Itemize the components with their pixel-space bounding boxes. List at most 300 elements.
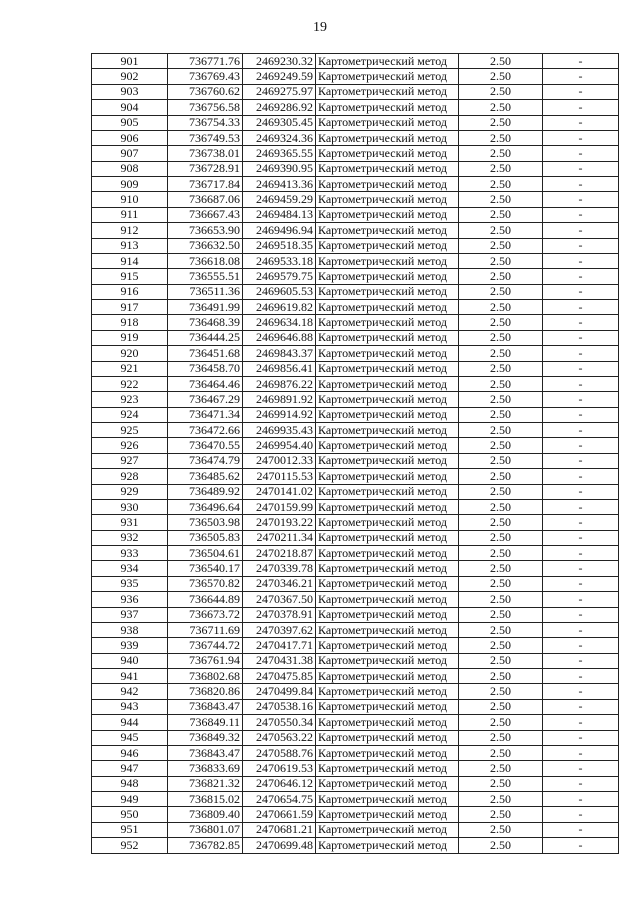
point-number-cell: 906: [92, 130, 168, 145]
method-cell: Картометрический метод: [316, 822, 459, 837]
y-coordinate-cell: 2470588.76: [243, 745, 316, 760]
note-cell: -: [543, 730, 619, 745]
method-cell: Картометрический метод: [316, 361, 459, 376]
x-coordinate-cell: 736491.99: [168, 300, 243, 315]
note-cell: -: [543, 69, 619, 84]
x-coordinate-cell: 736744.72: [168, 638, 243, 653]
y-coordinate-cell: 2469914.92: [243, 407, 316, 422]
note-cell: -: [543, 515, 619, 530]
method-cell: Картометрический метод: [316, 146, 459, 161]
note-cell: -: [543, 715, 619, 730]
point-number-cell: 921: [92, 361, 168, 376]
y-coordinate-cell: 2469646.88: [243, 330, 316, 345]
point-number-cell: 911: [92, 207, 168, 222]
point-number-cell: 948: [92, 776, 168, 791]
method-cell: Картометрический метод: [316, 407, 459, 422]
accuracy-cell: 2.50: [459, 253, 543, 268]
accuracy-cell: 2.50: [459, 223, 543, 238]
point-number-cell: 934: [92, 561, 168, 576]
page-number: 19: [313, 20, 327, 35]
x-coordinate-cell: 736809.40: [168, 807, 243, 822]
note-cell: -: [543, 453, 619, 468]
y-coordinate-cell: 2470681.21: [243, 822, 316, 837]
table-row: [92, 807, 619, 822]
x-coordinate-cell: 736485.62: [168, 469, 243, 484]
point-number-cell: 916: [92, 284, 168, 299]
point-number-cell: 901: [92, 54, 168, 69]
accuracy-cell: 2.50: [459, 346, 543, 361]
accuracy-cell: 2.50: [459, 653, 543, 668]
note-cell: -: [543, 284, 619, 299]
method-cell: Картометрический метод: [316, 546, 459, 561]
table-row: [92, 546, 619, 561]
note-cell: -: [543, 376, 619, 391]
accuracy-cell: 2.50: [459, 499, 543, 514]
method-cell: Картометрический метод: [316, 376, 459, 391]
table-row: [92, 253, 619, 268]
method-cell: Картометрический метод: [316, 607, 459, 622]
method-cell: Картометрический метод: [316, 699, 459, 714]
table-row: [92, 669, 619, 684]
table-row: [92, 453, 619, 468]
accuracy-cell: 2.50: [459, 546, 543, 561]
table-row: [92, 469, 619, 484]
x-coordinate-cell: 736467.29: [168, 392, 243, 407]
note-cell: -: [543, 669, 619, 684]
table-row: [92, 745, 619, 760]
note-cell: -: [543, 576, 619, 591]
table-row: [92, 284, 619, 299]
y-coordinate-cell: 2470193.22: [243, 515, 316, 530]
accuracy-cell: 2.50: [459, 699, 543, 714]
accuracy-cell: 2.50: [459, 84, 543, 99]
table-row: [92, 653, 619, 668]
y-coordinate-cell: 2470619.53: [243, 761, 316, 776]
point-number-cell: 912: [92, 223, 168, 238]
point-number-cell: 919: [92, 330, 168, 345]
note-cell: -: [543, 561, 619, 576]
note-cell: -: [543, 745, 619, 760]
accuracy-cell: 2.50: [459, 330, 543, 345]
note-cell: -: [543, 84, 619, 99]
accuracy-cell: 2.50: [459, 69, 543, 84]
note-cell: -: [543, 484, 619, 499]
y-coordinate-cell: 2469286.92: [243, 100, 316, 115]
y-coordinate-cell: 2469390.95: [243, 161, 316, 176]
table-row: [92, 715, 619, 730]
method-cell: Картометрический метод: [316, 469, 459, 484]
y-coordinate-cell: 2470346.21: [243, 576, 316, 591]
note-cell: -: [543, 192, 619, 207]
accuracy-cell: 2.50: [459, 730, 543, 745]
y-coordinate-cell: 2470499.84: [243, 684, 316, 699]
accuracy-cell: 2.50: [459, 207, 543, 222]
method-cell: Картометрический метод: [316, 54, 459, 69]
note-cell: -: [543, 423, 619, 438]
point-number-cell: 946: [92, 745, 168, 760]
point-number-cell: 940: [92, 653, 168, 668]
accuracy-cell: 2.50: [459, 361, 543, 376]
method-cell: Картометрический метод: [316, 207, 459, 222]
accuracy-cell: 2.50: [459, 438, 543, 453]
y-coordinate-cell: 2469518.35: [243, 238, 316, 253]
x-coordinate-cell: 736761.94: [168, 653, 243, 668]
table-row: [92, 300, 619, 315]
point-number-cell: 933: [92, 546, 168, 561]
table-row: [92, 792, 619, 807]
x-coordinate-cell: 736632.50: [168, 238, 243, 253]
point-number-cell: 924: [92, 407, 168, 422]
accuracy-cell: 2.50: [459, 453, 543, 468]
accuracy-cell: 2.50: [459, 423, 543, 438]
y-coordinate-cell: 2469605.53: [243, 284, 316, 299]
method-cell: Картометрический метод: [316, 792, 459, 807]
method-cell: Картометрический метод: [316, 715, 459, 730]
method-cell: Картометрический метод: [316, 177, 459, 192]
x-coordinate-cell: 736820.86: [168, 684, 243, 699]
y-coordinate-cell: 2470211.34: [243, 530, 316, 545]
note-cell: -: [543, 177, 619, 192]
note-cell: -: [543, 792, 619, 807]
table-row: [92, 484, 619, 499]
method-cell: Картометрический метод: [316, 592, 459, 607]
method-cell: Картометрический метод: [316, 300, 459, 315]
table-row: [92, 146, 619, 161]
y-coordinate-cell: 2469619.82: [243, 300, 316, 315]
y-coordinate-cell: 2470115.53: [243, 469, 316, 484]
point-number-cell: 951: [92, 822, 168, 837]
accuracy-cell: 2.50: [459, 392, 543, 407]
accuracy-cell: 2.50: [459, 115, 543, 130]
table-row: [92, 69, 619, 84]
x-coordinate-cell: 736756.58: [168, 100, 243, 115]
y-coordinate-cell: 2469275.97: [243, 84, 316, 99]
y-coordinate-cell: 2470378.91: [243, 607, 316, 622]
note-cell: -: [543, 622, 619, 637]
table-row: [92, 361, 619, 376]
x-coordinate-cell: 736570.82: [168, 576, 243, 591]
method-cell: Картометрический метод: [316, 192, 459, 207]
accuracy-cell: 2.50: [459, 684, 543, 699]
accuracy-cell: 2.50: [459, 515, 543, 530]
note-cell: -: [543, 407, 619, 422]
y-coordinate-cell: 2469579.75: [243, 269, 316, 284]
x-coordinate-cell: 736738.01: [168, 146, 243, 161]
table-row: [92, 54, 619, 69]
point-number-cell: 918: [92, 315, 168, 330]
point-number-cell: 945: [92, 730, 168, 745]
accuracy-cell: 2.50: [459, 469, 543, 484]
x-coordinate-cell: 736503.98: [168, 515, 243, 530]
point-number-cell: 914: [92, 253, 168, 268]
note-cell: -: [543, 269, 619, 284]
x-coordinate-cell: 736815.02: [168, 792, 243, 807]
method-cell: Картометрический метод: [316, 284, 459, 299]
x-coordinate-cell: 736474.79: [168, 453, 243, 468]
x-coordinate-cell: 736749.53: [168, 130, 243, 145]
note-cell: -: [543, 207, 619, 222]
accuracy-cell: 2.50: [459, 761, 543, 776]
note-cell: -: [543, 330, 619, 345]
method-cell: Картометрический метод: [316, 484, 459, 499]
note-cell: -: [543, 54, 619, 69]
x-coordinate-cell: 736511.36: [168, 284, 243, 299]
accuracy-cell: 2.50: [459, 530, 543, 545]
method-cell: Картометрический метод: [316, 653, 459, 668]
table-row: [92, 684, 619, 699]
table-row: [92, 392, 619, 407]
table-row: [92, 761, 619, 776]
accuracy-cell: 2.50: [459, 822, 543, 837]
point-number-cell: 910: [92, 192, 168, 207]
x-coordinate-cell: 736540.17: [168, 561, 243, 576]
accuracy-cell: 2.50: [459, 100, 543, 115]
y-coordinate-cell: 2469413.36: [243, 177, 316, 192]
point-number-cell: 904: [92, 100, 168, 115]
note-cell: -: [543, 653, 619, 668]
accuracy-cell: 2.50: [459, 592, 543, 607]
y-coordinate-cell: 2469230.32: [243, 54, 316, 69]
y-coordinate-cell: 2469305.45: [243, 115, 316, 130]
table-row: [92, 776, 619, 791]
x-coordinate-cell: 736801.07: [168, 822, 243, 837]
table-row: [92, 822, 619, 837]
x-coordinate-cell: 736717.84: [168, 177, 243, 192]
y-coordinate-cell: 2470367.50: [243, 592, 316, 607]
note-cell: -: [543, 607, 619, 622]
y-coordinate-cell: 2470159.99: [243, 499, 316, 514]
point-number-cell: 907: [92, 146, 168, 161]
accuracy-cell: 2.50: [459, 315, 543, 330]
accuracy-cell: 2.50: [459, 177, 543, 192]
method-cell: Картометрический метод: [316, 530, 459, 545]
method-cell: Картометрический метод: [316, 669, 459, 684]
accuracy-cell: 2.50: [459, 284, 543, 299]
x-coordinate-cell: 736821.32: [168, 776, 243, 791]
method-cell: Картометрический метод: [316, 807, 459, 822]
y-coordinate-cell: 2470339.78: [243, 561, 316, 576]
accuracy-cell: 2.50: [459, 376, 543, 391]
method-cell: Картометрический метод: [316, 499, 459, 514]
table-row: [92, 838, 619, 853]
table-row: [92, 561, 619, 576]
note-cell: -: [543, 838, 619, 853]
method-cell: Картометрический метод: [316, 622, 459, 637]
point-number-cell: 926: [92, 438, 168, 453]
accuracy-cell: 2.50: [459, 745, 543, 760]
point-number-cell: 923: [92, 392, 168, 407]
accuracy-cell: 2.50: [459, 622, 543, 637]
accuracy-cell: 2.50: [459, 838, 543, 853]
method-cell: Картометрический метод: [316, 423, 459, 438]
note-cell: -: [543, 761, 619, 776]
y-coordinate-cell: 2469935.43: [243, 423, 316, 438]
note-cell: -: [543, 115, 619, 130]
method-cell: Картометрический метод: [316, 684, 459, 699]
y-coordinate-cell: 2469856.41: [243, 361, 316, 376]
note-cell: -: [543, 546, 619, 561]
y-coordinate-cell: 2469634.18: [243, 315, 316, 330]
accuracy-cell: 2.50: [459, 669, 543, 684]
x-coordinate-cell: 736471.34: [168, 407, 243, 422]
table-row: [92, 438, 619, 453]
method-cell: Картометрический метод: [316, 745, 459, 760]
table-row: [92, 346, 619, 361]
accuracy-cell: 2.50: [459, 776, 543, 791]
x-coordinate-cell: 736468.39: [168, 315, 243, 330]
table-row: [92, 607, 619, 622]
y-coordinate-cell: 2469365.55: [243, 146, 316, 161]
y-coordinate-cell: 2469249.59: [243, 69, 316, 84]
table-row: [92, 622, 619, 637]
x-coordinate-cell: 736555.51: [168, 269, 243, 284]
point-number-cell: 902: [92, 69, 168, 84]
table-row: [92, 330, 619, 345]
method-cell: Картометрический метод: [316, 238, 459, 253]
table-row: [92, 161, 619, 176]
coordinates-table-body: [92, 54, 619, 854]
y-coordinate-cell: 2469496.94: [243, 223, 316, 238]
y-coordinate-cell: 2470661.59: [243, 807, 316, 822]
x-coordinate-cell: 736644.89: [168, 592, 243, 607]
x-coordinate-cell: 736802.68: [168, 669, 243, 684]
method-cell: Картометрический метод: [316, 84, 459, 99]
accuracy-cell: 2.50: [459, 54, 543, 69]
method-cell: Картометрический метод: [316, 161, 459, 176]
method-cell: Картометрический метод: [316, 346, 459, 361]
accuracy-cell: 2.50: [459, 807, 543, 822]
x-coordinate-cell: 736711.69: [168, 622, 243, 637]
x-coordinate-cell: 736470.55: [168, 438, 243, 453]
point-number-cell: 927: [92, 453, 168, 468]
method-cell: Картометрический метод: [316, 115, 459, 130]
note-cell: -: [543, 315, 619, 330]
point-number-cell: 905: [92, 115, 168, 130]
table-row: [92, 223, 619, 238]
table-row: [92, 238, 619, 253]
x-coordinate-cell: 736618.08: [168, 253, 243, 268]
note-cell: -: [543, 300, 619, 315]
y-coordinate-cell: 2469954.40: [243, 438, 316, 453]
note-cell: -: [543, 592, 619, 607]
x-coordinate-cell: 736843.47: [168, 745, 243, 760]
point-number-cell: 929: [92, 484, 168, 499]
point-number-cell: 944: [92, 715, 168, 730]
accuracy-cell: 2.50: [459, 638, 543, 653]
method-cell: Картометрический метод: [316, 253, 459, 268]
note-cell: -: [543, 822, 619, 837]
x-coordinate-cell: 736771.76: [168, 54, 243, 69]
y-coordinate-cell: 2470218.87: [243, 546, 316, 561]
point-number-cell: 937: [92, 607, 168, 622]
y-coordinate-cell: 2470646.12: [243, 776, 316, 791]
note-cell: -: [543, 100, 619, 115]
method-cell: Картометрический метод: [316, 315, 459, 330]
method-cell: Картометрический метод: [316, 761, 459, 776]
x-coordinate-cell: 736505.83: [168, 530, 243, 545]
point-number-cell: 943: [92, 699, 168, 714]
point-number-cell: 928: [92, 469, 168, 484]
note-cell: -: [543, 807, 619, 822]
table-row: [92, 699, 619, 714]
x-coordinate-cell: 736769.43: [168, 69, 243, 84]
y-coordinate-cell: 2469459.29: [243, 192, 316, 207]
note-cell: -: [543, 346, 619, 361]
point-number-cell: 931: [92, 515, 168, 530]
y-coordinate-cell: 2470417.71: [243, 638, 316, 653]
accuracy-cell: 2.50: [459, 715, 543, 730]
table-row: [92, 115, 619, 130]
accuracy-cell: 2.50: [459, 561, 543, 576]
x-coordinate-cell: 736673.72: [168, 607, 243, 622]
y-coordinate-cell: 2470699.48: [243, 838, 316, 853]
point-number-cell: 920: [92, 346, 168, 361]
point-number-cell: 942: [92, 684, 168, 699]
note-cell: -: [543, 638, 619, 653]
x-coordinate-cell: 736843.47: [168, 699, 243, 714]
x-coordinate-cell: 736496.64: [168, 499, 243, 514]
point-number-cell: 941: [92, 669, 168, 684]
note-cell: -: [543, 146, 619, 161]
x-coordinate-cell: 736760.62: [168, 84, 243, 99]
x-coordinate-cell: 736489.92: [168, 484, 243, 499]
y-coordinate-cell: 2470397.62: [243, 622, 316, 637]
point-number-cell: 915: [92, 269, 168, 284]
note-cell: -: [543, 776, 619, 791]
y-coordinate-cell: 2469891.92: [243, 392, 316, 407]
accuracy-cell: 2.50: [459, 484, 543, 499]
x-coordinate-cell: 736653.90: [168, 223, 243, 238]
method-cell: Картометрический метод: [316, 69, 459, 84]
table-row: [92, 269, 619, 284]
accuracy-cell: 2.50: [459, 576, 543, 591]
note-cell: -: [543, 130, 619, 145]
point-number-cell: 949: [92, 792, 168, 807]
method-cell: Картометрический метод: [316, 515, 459, 530]
point-number-cell: 932: [92, 530, 168, 545]
point-number-cell: 935: [92, 576, 168, 591]
table-row: [92, 576, 619, 591]
y-coordinate-cell: 2469876.22: [243, 376, 316, 391]
method-cell: Картометрический метод: [316, 576, 459, 591]
accuracy-cell: 2.50: [459, 269, 543, 284]
table-row: [92, 177, 619, 192]
method-cell: Картометрический метод: [316, 561, 459, 576]
table-row: [92, 592, 619, 607]
note-cell: -: [543, 223, 619, 238]
point-number-cell: 938: [92, 622, 168, 637]
point-number-cell: 917: [92, 300, 168, 315]
x-coordinate-cell: 736728.91: [168, 161, 243, 176]
accuracy-cell: 2.50: [459, 607, 543, 622]
method-cell: Картометрический метод: [316, 730, 459, 745]
y-coordinate-cell: 2470654.75: [243, 792, 316, 807]
table-row: [92, 407, 619, 422]
note-cell: -: [543, 161, 619, 176]
accuracy-cell: 2.50: [459, 792, 543, 807]
note-cell: -: [543, 499, 619, 514]
x-coordinate-cell: 736444.25: [168, 330, 243, 345]
table-row: [92, 730, 619, 745]
method-cell: Картометрический метод: [316, 776, 459, 791]
note-cell: -: [543, 392, 619, 407]
y-coordinate-cell: 2470550.34: [243, 715, 316, 730]
accuracy-cell: 2.50: [459, 300, 543, 315]
y-coordinate-cell: 2470431.38: [243, 653, 316, 668]
table-row: [92, 100, 619, 115]
coordinates-table: [91, 53, 619, 854]
y-coordinate-cell: 2470475.85: [243, 669, 316, 684]
